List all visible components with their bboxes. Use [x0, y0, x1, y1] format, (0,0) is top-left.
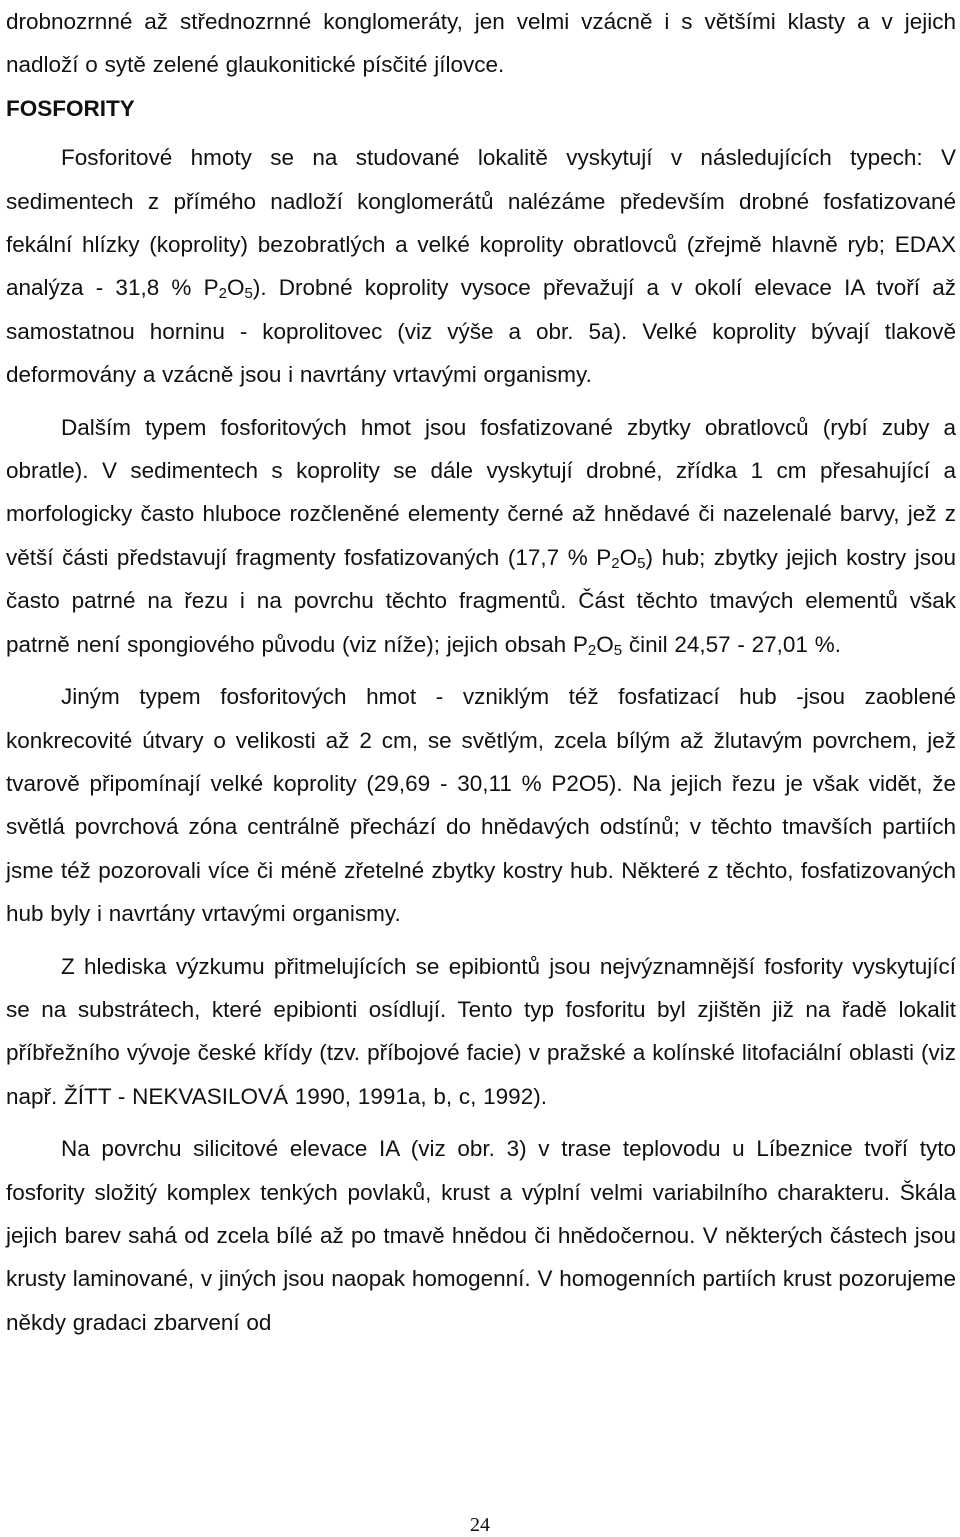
subscript: 5 [637, 554, 646, 572]
section-heading-fosfority: FOSFORITY [6, 95, 135, 121]
page-number: 24 [470, 1514, 490, 1536]
paragraph-na-povrchu: Na povrchu silicitové elevace IA (viz obr. 3) v trase teplovodu u Líbeznice tvoří tyto fosfority složitý komplex tenkých povlaků, krust a výplní velmi variabilního charakteru. Škála jejich barev sahá od zcela bílé až po tmavě hnědou či hnědočernou. V některých částech jsou krusty laminované, v jiných jsou naopak homogenní. V homogenních partiích krust pozorujeme někdy gradaci zbarvení od [6, 1136, 956, 1335]
paragraph-text: Dalším typem fosforitových hmot jsou fosfatizované zbytky obratlovců (rybí zuby a obratle). V sedimentech s koprolity se dále vyskytují drobné, zřídka 1 cm přesahující a morfologicky často hluboce rozčleněné elementy černé až hnědavé či nazelenalé barvy, jež z větší části představují fragmenty fosfatizovaných (17,7 % P [6, 414, 956, 570]
paragraph-text: ) hub; zbytky jejich kostry jsou často patrné na řezu i na povrchu těchto fragmentů. Část těchto tmavých elementů však patrně není spongiového původu (viz níže); jejich obsah P [6, 544, 956, 657]
paragraph-continuation: drobnozrnné až střednozrnné konglomeráty, jen velmi vzácně i s většími klasty a v jejich nadloží o sytě zelené glaukonitické písčité jílovce. [6, 9, 956, 78]
paragraph-jinym-typem: Jiným typem fosforitových hmot - vzniklým též fosfatizací hub -jsou zaoblené konkrecovité útvary o velikosti až 2 cm, se světlým, zcela bílým až žlutavým povrchem, jež tvarově připomínají velké koprolity (29,69 - 30,11 % P2O5). Na jejich řezu je však vidět, že světlá povrchová zóna centrálně přechází do hnědavých odstínů; v těchto tmavších partiích jsme též pozorovali více či méně zřetelné zbytky kostry hub. Některé z těchto, fosfatizovaných hub byly i navrtány vrtavými organismy. [6, 684, 956, 927]
paragraph-text: O [619, 544, 638, 570]
paragraph-text: činil 24,57 - 27,01 %. [622, 631, 841, 657]
subscript: 2 [611, 554, 620, 572]
paragraph-text: O [596, 631, 614, 657]
subscript: 5 [613, 641, 623, 659]
paragraph-z-hlediska: Z hlediska výzkumu přitmelujících se epibiontů jsou nejvýznamnější fosfority vyskytující se na substrátech, které epibionti osídlují. Tento typ fosforitu byl zjištěn již na řadě lokalit příbřežního vývoje české křídy (tzv. příbojové facie) v pražské a kolínské litofaciální oblasti (viz např. ŽÍTT - NEKVASILOVÁ 1990, 1991a, b, c, 1992). [6, 953, 956, 1109]
paragraph-text: Fosforitové hmoty se na studované lokalitě vyskytují v následujících typech: V sedimentech z přímého nadloží konglomerátů nalézáme především drobné fosfatizované fekální hlízky (koprolity) bezobratlých a velké koprolity obratlovců (zřejmě hlavně ryb; EDAX analýza - 31,8 % P [6, 145, 956, 301]
paragraph-text: ). Drobné koprolity vysoce převažují a v okolí elevace IA tvoří až samostatnou horninu - koprolitovec (viz výše a obr. 5a). Velké koprolity bývají tlakově deformovány a vzácně jsou i navrtány vrtavými organismy. [6, 275, 957, 388]
subscript: 2 [218, 285, 227, 303]
paragraph-dalsim-typem [6, 406, 956, 666]
document-page [6, 0, 956, 1344]
subscript: 5 [244, 285, 253, 303]
paragraph-fosforitove-hmoty [6, 136, 956, 396]
paragraph-text: O [226, 275, 245, 301]
subscript: 2 [587, 641, 597, 659]
